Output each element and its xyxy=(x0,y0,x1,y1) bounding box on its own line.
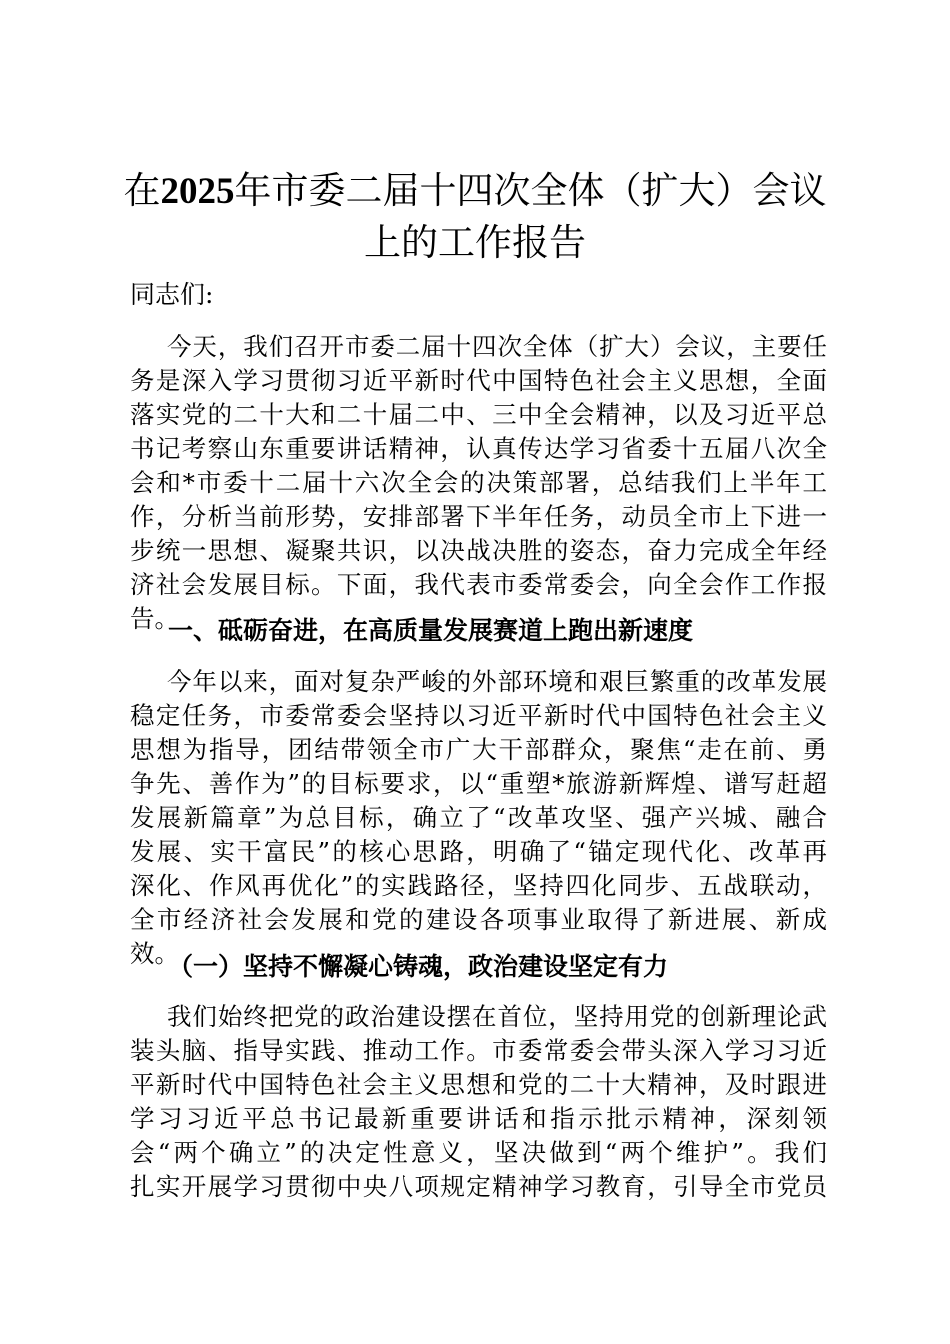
paragraph-line: 落实党的二十大和二十届二中、三中全会精神，以及习近平总 xyxy=(130,400,827,429)
paragraph-line: 全市经济社会发展和党的建设各项事业取得了新进展、新成 xyxy=(130,905,827,934)
paragraph-line: 深化、作风再优化”的实践路径，坚持四化同步、五战联动， xyxy=(130,871,827,900)
salutation: 同志们: xyxy=(130,280,214,309)
paragraph-section-1-1 xyxy=(130,1000,827,1204)
title-year: 2025 xyxy=(160,171,235,212)
paragraph-line: 思想为指导，团结带领全市广大干部群众，聚焦“走在前、勇 xyxy=(130,735,827,764)
document-title-line-1 xyxy=(100,165,850,218)
paragraph-line: 书记考察山东重要讲话精神，认真传达学习省委十五届八次全 xyxy=(130,434,827,463)
paragraph-line: 发展新篇章”为总目标，确立了“改革攻坚、强产兴城、融合 xyxy=(130,803,827,832)
paragraph-line: 济社会发展目标。下面，我代表市委常委会，向全会作工作报 xyxy=(130,570,827,599)
paragraph-line: 稳定任务，市委常委会坚持以习近平新时代中国特色社会主义 xyxy=(130,701,827,730)
paragraph-line: 争先、善作为”的目标要求，以“重塑*旅游新辉煌、谱写赶超 xyxy=(130,769,827,798)
paragraph-line: 告。 xyxy=(130,604,179,633)
paragraph-line: 装头脑、指导实践、推动工作。市委常委会带头深入学习习近 xyxy=(130,1036,827,1065)
section-heading-1-1: （一）坚持不懈凝心铸魂，政治建设坚定有力 xyxy=(168,952,669,981)
paragraph-line: 作，分析当前形势，安排部署下半年任务，动员全市上下进一 xyxy=(130,502,827,531)
paragraph-line: 学习习近平总书记最新重要讲话和指示批示精神，深刻领 xyxy=(130,1104,827,1133)
paragraph-line: 会和*市委十二届十六次全会的决策部署，总结我们上半年工 xyxy=(130,468,827,497)
title-prefix: 在 xyxy=(123,169,161,212)
paragraph-line: 发展、实干富民”的核心思路，明确了“锚定现代化、改革再 xyxy=(130,837,827,866)
document-title-line-2: 上的工作报告 xyxy=(364,221,586,264)
paragraph-section-1 xyxy=(130,665,827,971)
paragraph-line: 今年以来，面对复杂严峻的外部环境和艰巨繁重的改革发展 xyxy=(167,667,827,696)
paragraph-line: 务是深入学习贯彻习近平新时代中国特色社会主义思想，全面 xyxy=(130,366,827,395)
paragraph-line: 步统一思想、凝聚共识，以决战决胜的姿态，奋力完成全年经 xyxy=(130,536,827,565)
paragraph-intro xyxy=(130,330,827,636)
paragraph-line: 效。 xyxy=(130,939,179,968)
paragraph-line: 扎实开展学习贯彻中央八项规定精神学习教育，引导全市党员 xyxy=(130,1172,827,1201)
paragraph-line: 我们始终把党的政治建设摆在首位，坚持用党的创新理论武 xyxy=(167,1002,827,1031)
section-heading-1: 一、砥砺奋进，在高质量发展赛道上跑出新速度 xyxy=(168,616,694,645)
paragraph-line: 今天，我们召开市委二届十四次全体（扩大）会议，主要任 xyxy=(167,332,827,361)
title-suffix: 年市委二届十四次全体（扩大）会议 xyxy=(234,169,827,212)
paragraph-line: 平新时代中国特色社会主义思想和党的二十大精神，及时跟进 xyxy=(130,1070,827,1099)
paragraph-line: 会“两个确立”的决定性意义，坚决做到“两个维护”。我们 xyxy=(130,1138,827,1167)
